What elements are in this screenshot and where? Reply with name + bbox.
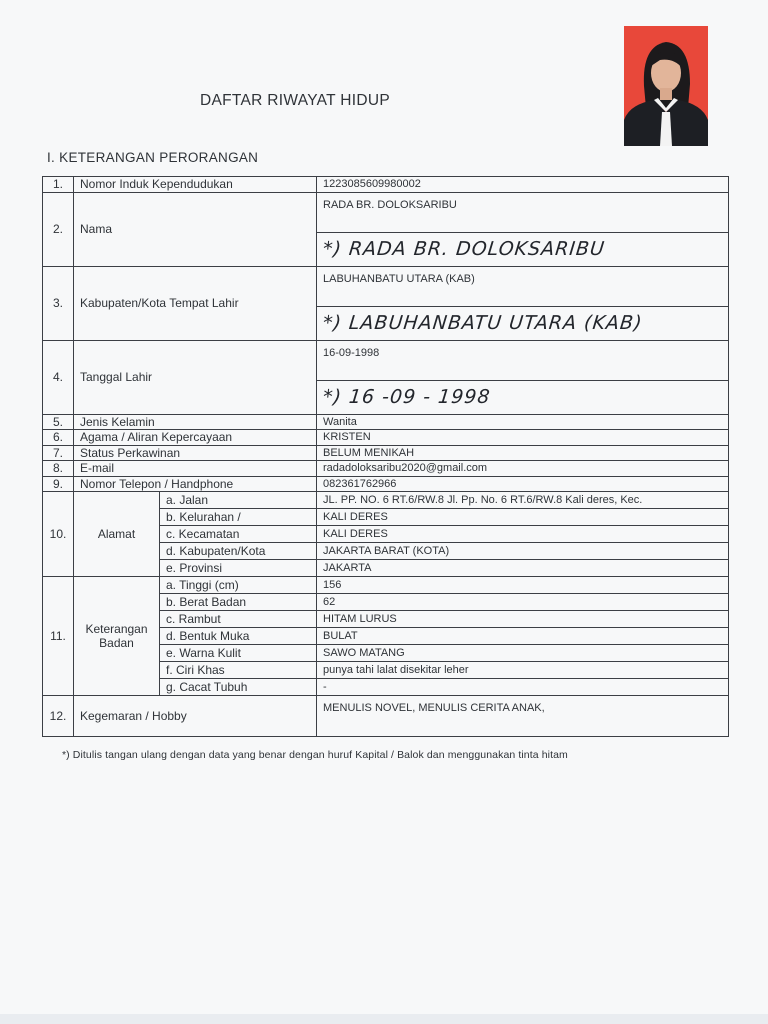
field-label: Nomor Induk Kependudukan (74, 177, 317, 193)
table-row (43, 492, 729, 509)
row-number: 8. (43, 461, 74, 477)
field-label: Nomor Telepon / Handphone (74, 476, 317, 492)
field-value-typed: LABUHANBATU UTARA (KAB) (317, 266, 729, 306)
table-row (43, 577, 729, 594)
sub-field-value: 62 (317, 594, 729, 611)
sub-field-label: b. Kelurahan / (160, 509, 317, 526)
table-row (43, 340, 729, 380)
row-number: 12. (43, 696, 74, 737)
field-value: Wanita (317, 414, 729, 430)
sub-field-label: c. Kecamatan (160, 526, 317, 543)
table-row (43, 445, 729, 461)
handwriting: *) LABUHANBATU UTARA (KAB) (321, 312, 644, 334)
table-row (43, 461, 729, 477)
row-number: 3. (43, 266, 74, 340)
field-value: 1223085609980002 (317, 177, 729, 193)
field-label: Jenis Kelamin (74, 414, 317, 430)
field-label: Tanggal Lahir (74, 340, 317, 414)
sub-field-label: d. Bentuk Muka (160, 628, 317, 645)
sub-field-value: 156 (317, 577, 729, 594)
field-value-typed: 16-09-1998 (317, 340, 729, 380)
sub-field-label: a. Tinggi (cm) (160, 577, 317, 594)
field-label: Alamat (74, 492, 160, 577)
field-label: Kegemaran / Hobby (74, 696, 317, 737)
field-label: Keterangan Badan (74, 577, 160, 696)
field-label: Nama (74, 192, 317, 266)
personal-info-table (42, 176, 729, 737)
sub-field-value: JAKARTA BARAT (KOTA) (317, 543, 729, 560)
sub-field-value: JAKARTA (317, 560, 729, 577)
sub-field-label: b. Berat Badan (160, 594, 317, 611)
table-row (43, 192, 729, 232)
field-value-handwritten (317, 232, 729, 266)
sub-field-label: d. Kabupaten/Kota (160, 543, 317, 560)
table-row (43, 266, 729, 306)
table-row (43, 414, 729, 430)
table-row (43, 430, 729, 446)
row-number: 11. (43, 577, 74, 696)
row-number: 6. (43, 430, 74, 446)
field-value-handwritten (317, 380, 729, 414)
handwriting: *) RADA BR. DOLOKSARIBU (321, 238, 607, 260)
sub-field-value: BULAT (317, 628, 729, 645)
handwriting: *) 16 -09 - 1998 (321, 386, 492, 408)
sub-field-value: JL. PP. NO. 6 RT.6/RW.8 Jl. Pp. No. 6 RT.6/RW.8 Kali deres, Kec. (317, 492, 729, 509)
sub-field-value: - (317, 679, 729, 696)
field-value-typed: RADA BR. DOLOKSARIBU (317, 192, 729, 232)
sub-field-value: KALI DERES (317, 509, 729, 526)
field-value: KRISTEN (317, 430, 729, 446)
row-number: 9. (43, 476, 74, 492)
profile-photo (624, 26, 708, 146)
field-value: radadoloksaribu2020@gmail.com (317, 461, 729, 477)
sub-field-value: punya tahi lalat disekitar leher (317, 662, 729, 679)
sub-field-label: e. Warna Kulit (160, 645, 317, 662)
field-label: Agama / Aliran Kepercayaan (74, 430, 317, 446)
row-number: 4. (43, 340, 74, 414)
scan-edge (0, 1014, 768, 1024)
table-row (43, 177, 729, 193)
sub-field-label: f. Ciri Khas (160, 662, 317, 679)
table-row (43, 696, 729, 737)
row-number: 5. (43, 414, 74, 430)
field-value-handwritten (317, 306, 729, 340)
row-number: 2. (43, 192, 74, 266)
sub-field-value: KALI DERES (317, 526, 729, 543)
row-number: 7. (43, 445, 74, 461)
section-heading: I. KETERANGAN PERORANGAN (47, 150, 259, 165)
field-value: MENULIS NOVEL, MENULIS CERITA ANAK, (317, 696, 729, 737)
field-label: E-mail (74, 461, 317, 477)
table-row (43, 476, 729, 492)
sub-field-label: a. Jalan (160, 492, 317, 509)
field-value: 082361762966 (317, 476, 729, 492)
sub-field-value: SAWO MATANG (317, 645, 729, 662)
sub-field-label: g. Cacat Tubuh (160, 679, 317, 696)
document-title: DAFTAR RIWAYAT HIDUP (200, 92, 390, 109)
row-number: 10. (43, 492, 74, 577)
footnote: *) Ditulis tangan ulang dengan data yang benar dengan huruf Kapital / Balok dan menggunakan tinta hitam (62, 749, 568, 761)
sub-field-label: c. Rambut (160, 611, 317, 628)
field-value: BELUM MENIKAH (317, 445, 729, 461)
field-label: Kabupaten/Kota Tempat Lahir (74, 266, 317, 340)
field-label: Status Perkawinan (74, 445, 317, 461)
sub-field-value: HITAM LURUS (317, 611, 729, 628)
portrait-image (624, 26, 708, 146)
row-number: 1. (43, 177, 74, 193)
sub-field-label: e. Provinsi (160, 560, 317, 577)
